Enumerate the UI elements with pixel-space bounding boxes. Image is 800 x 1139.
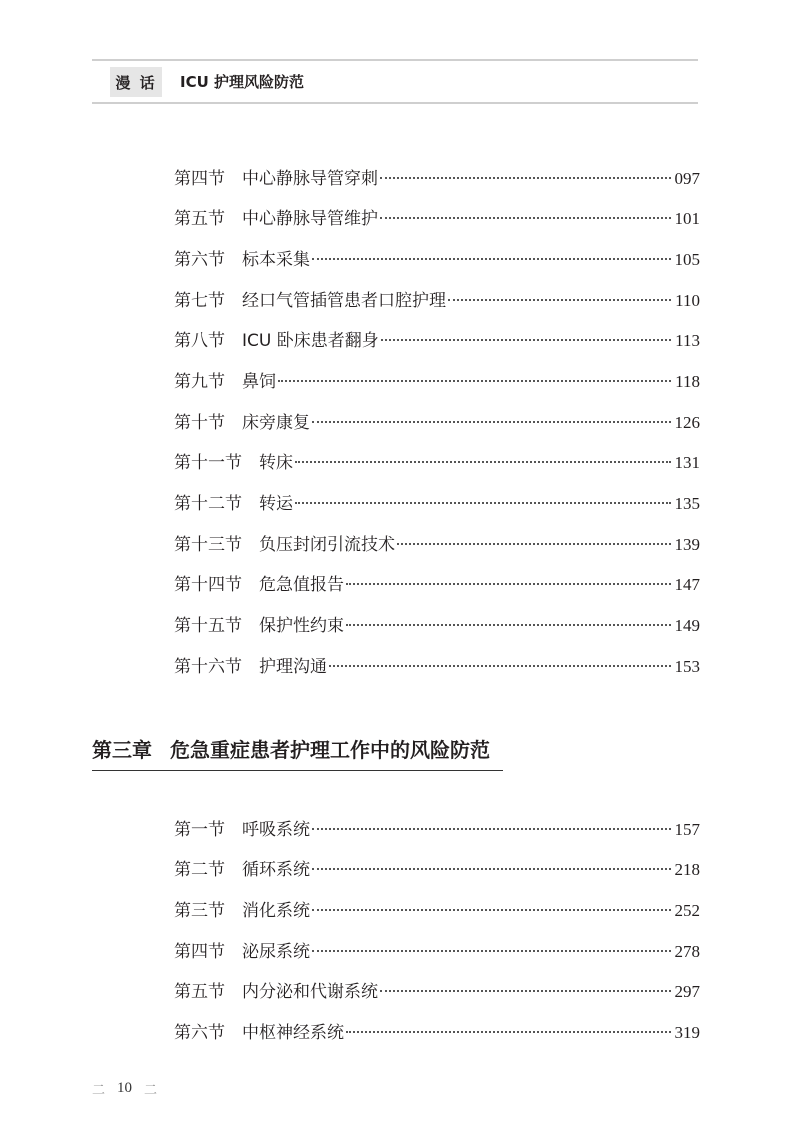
- toc-title: 中心静脉导管穿刺: [242, 169, 378, 189]
- toc-section: 第七节: [174, 291, 225, 311]
- toc-section: 第九节: [174, 372, 225, 392]
- toc-section: 第六节: [174, 1023, 225, 1043]
- toc-title: 转运: [259, 494, 293, 514]
- dot-leader: [346, 624, 671, 626]
- toc-section: 第三节: [174, 901, 225, 921]
- toc-entry[interactable]: [174, 165, 700, 193]
- toc-page: 110: [675, 291, 700, 310]
- toc-entry[interactable]: [174, 1019, 700, 1047]
- toc-section: 第二节: [174, 860, 225, 880]
- toc-entry[interactable]: [174, 327, 700, 355]
- toc-entry[interactable]: [174, 205, 700, 233]
- dot-leader: [346, 1031, 671, 1033]
- toc-page: 126: [674, 413, 700, 432]
- dot-leader: [381, 339, 671, 341]
- toc-page: 252: [674, 901, 700, 920]
- toc-section: 第十节: [174, 413, 225, 433]
- toc-page: 218: [674, 860, 700, 879]
- toc-title: 循环系统: [242, 860, 310, 880]
- toc-entry[interactable]: [174, 978, 700, 1006]
- toc-title: 标本采集: [242, 250, 310, 270]
- toc-entry[interactable]: [174, 612, 700, 640]
- dot-leader: [312, 909, 671, 911]
- chapter-underline: [92, 770, 503, 771]
- toc-page: 139: [674, 535, 700, 554]
- toc-page: 157: [674, 820, 700, 839]
- toc-entry[interactable]: [174, 856, 700, 884]
- chapter-heading: [92, 736, 490, 764]
- toc-section: 第五节: [174, 982, 225, 1002]
- toc-page: 147: [674, 575, 700, 594]
- toc-section: 第十一节: [174, 453, 242, 473]
- toc-title: 床旁康复: [242, 413, 310, 433]
- dot-leader: [448, 299, 671, 301]
- dot-leader: [380, 217, 671, 219]
- toc-page: 118: [675, 372, 700, 391]
- chapter-title: 危急重症患者护理工作中的风险防范: [170, 738, 490, 762]
- toc-section: 第五节: [174, 209, 225, 229]
- dot-leader: [312, 950, 671, 952]
- toc-section: 第六节: [174, 250, 225, 270]
- toc-entry[interactable]: [174, 409, 700, 437]
- toc-entry[interactable]: [174, 449, 700, 477]
- toc-section: 第一节: [174, 820, 225, 840]
- toc-entry[interactable]: [174, 571, 700, 599]
- toc-title: 保护性约束: [259, 616, 344, 636]
- book-title: ICU 护理风险防范: [180, 73, 304, 91]
- dot-leader: [380, 177, 671, 179]
- toc-page: 131: [674, 453, 700, 472]
- toc-title: 负压封闭引流技术: [259, 535, 395, 555]
- dot-leader: [312, 828, 671, 830]
- toc-section: 第八节: [174, 331, 225, 351]
- toc-title: 呼吸系统: [242, 820, 310, 840]
- toc-section: 第十六节: [174, 657, 242, 677]
- chapter-label: 第三章: [92, 738, 152, 762]
- toc-section: 第十五节: [174, 616, 242, 636]
- dot-leader: [397, 543, 671, 545]
- dot-leader: [278, 380, 671, 382]
- toc-entry[interactable]: [174, 938, 700, 966]
- dot-leader: [346, 583, 671, 585]
- footer-mark-left: 二: [92, 1081, 106, 1097]
- toc-title: 危急值报告: [259, 575, 344, 595]
- toc-title: 内分泌和代谢系统: [242, 982, 378, 1002]
- dot-leader: [380, 990, 671, 992]
- toc-entry[interactable]: [174, 246, 700, 274]
- toc-title: ICU 卧床患者翻身: [242, 331, 379, 351]
- dot-leader: [312, 868, 671, 870]
- dot-leader: [295, 461, 671, 463]
- toc-page: 135: [674, 494, 700, 513]
- toc-entry[interactable]: [174, 897, 700, 925]
- toc-entry[interactable]: [174, 531, 700, 559]
- toc-title: 经口气管插管患者口腔护理: [242, 291, 446, 311]
- header-rule-bottom: [92, 102, 698, 104]
- toc-section: 第十三节: [174, 535, 242, 555]
- toc-title: 消化系统: [242, 901, 310, 921]
- dot-leader: [312, 258, 671, 260]
- footer-mark-right: 二: [144, 1081, 158, 1097]
- toc-page: 105: [674, 250, 700, 269]
- toc-entry[interactable]: [174, 816, 700, 844]
- toc-page: 278: [674, 942, 700, 961]
- toc-page: 113: [675, 331, 700, 350]
- toc-page: 149: [674, 616, 700, 635]
- dot-leader: [312, 421, 671, 423]
- page-footer: [92, 1078, 157, 1098]
- toc-section: 第十二节: [174, 494, 242, 514]
- toc-title: 泌尿系统: [242, 942, 310, 962]
- toc-section: 第四节: [174, 169, 225, 189]
- toc-title: 转床: [259, 453, 293, 473]
- toc-entry[interactable]: [174, 368, 700, 396]
- toc-entry[interactable]: [174, 490, 700, 518]
- toc-page: 297: [674, 982, 700, 1001]
- toc-section: 第十四节: [174, 575, 242, 595]
- toc-page: 319: [674, 1023, 700, 1042]
- toc-title: 中心静脉导管维护: [242, 209, 378, 229]
- toc-page: 101: [674, 209, 700, 228]
- dot-leader: [329, 665, 671, 667]
- toc-title: 中枢神经系统: [242, 1023, 344, 1043]
- toc-title: 鼻饲: [242, 372, 276, 392]
- toc-title: 护理沟通: [259, 657, 327, 677]
- dot-leader: [295, 502, 671, 504]
- header-tag: 漫 话: [110, 67, 162, 97]
- page-number: 10: [117, 1079, 133, 1096]
- header-rule-top: [92, 59, 698, 61]
- toc-entry[interactable]: [174, 653, 700, 681]
- toc-page: 153: [674, 657, 700, 676]
- toc-section: 第四节: [174, 942, 225, 962]
- toc-entry[interactable]: [174, 287, 700, 315]
- toc-page: 097: [674, 169, 700, 188]
